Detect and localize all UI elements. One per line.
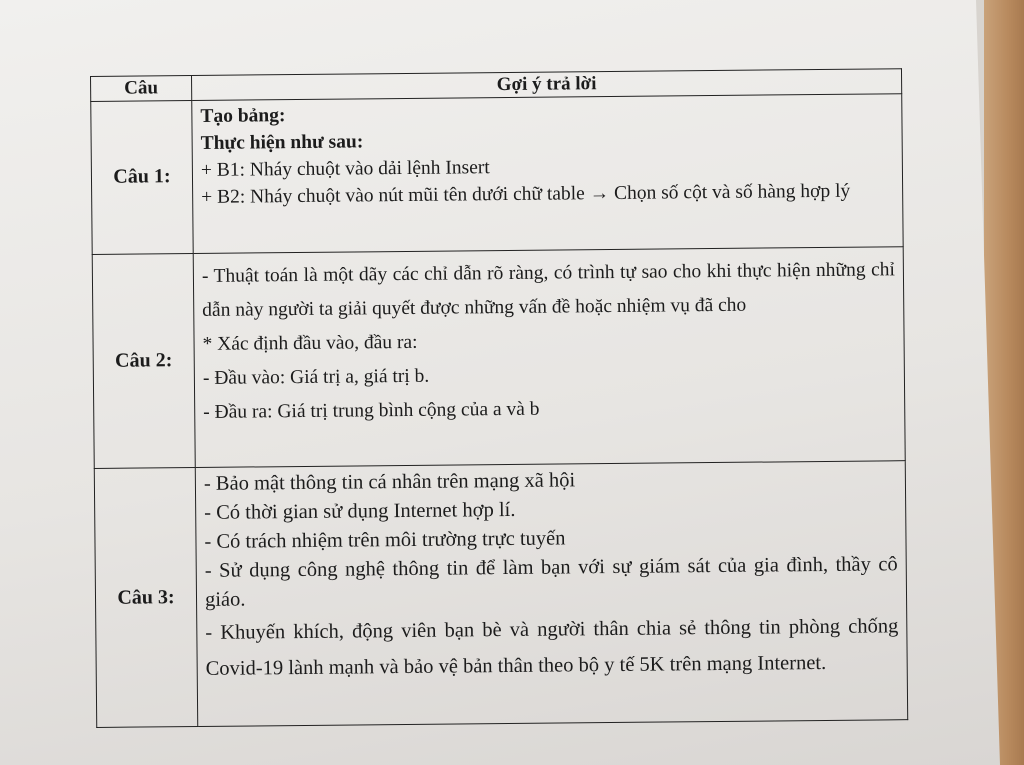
table-row <box>91 94 903 254</box>
answer-line: - Đầu vào: Giá trị a, giá trị b. <box>202 365 430 389</box>
answer-line: - Có trách nhiệm trên môi trường trực tuyến <box>204 527 566 554</box>
question-label: Câu 1: <box>91 101 193 254</box>
answer-line: - Sử dụng công nghệ thông tin để làm bạn với sự giám sát của gia đình, thầy cô giáo. <box>204 553 898 612</box>
answer-line: Tạo bảng: <box>200 105 286 128</box>
question-label: Câu 3: <box>94 468 197 728</box>
answer-sheet <box>90 68 908 728</box>
table-row <box>94 461 907 728</box>
answer-line: - Khuyến khích, động viên bạn bè và người thân chia sẻ thông tin phòng chống Covid-19 lành mạnh và bảo vệ bản thân theo bộ y tế 5K trên mạng Internet. <box>205 615 899 681</box>
answer-line: + B2: Nháy chuột vào nút mũi tên dưới chữ table → Chọn số cột và số hàng hợp lý <box>201 180 851 209</box>
answer-line: - Bảo mật thông tin cá nhân trên mạng xã hội <box>203 469 576 496</box>
question-label: Câu 2: <box>92 253 195 469</box>
answer-cell <box>195 461 907 727</box>
answer-line: - Thuật toán là một dãy các chỉ dẫn rõ ràng, có trình tự sao cho khi thực hiện những chỉ dẫn này người ta giải quyết được những vấn đề hoặc nhiệm vụ đã cho <box>201 258 895 321</box>
answer-line: + B1: Nháy chuột vào dải lệnh Insert <box>200 157 490 182</box>
answer-table <box>90 68 908 728</box>
answer-cell <box>192 94 903 253</box>
answer-line: Thực hiện như sau: <box>200 131 364 155</box>
answer-line: - Đầu ra: Giá trị trung bình cộng của a và b <box>203 398 540 423</box>
table-row <box>92 246 905 468</box>
answer-cell <box>193 246 905 467</box>
answer-line: * Xác định đầu vào, đầu ra: <box>202 331 418 355</box>
answer-line: - Có thời gian sử dụng Internet hợp lí. <box>204 499 516 525</box>
header-answer: Gợi ý trả lời <box>192 69 902 101</box>
header-question: Câu <box>91 76 192 102</box>
